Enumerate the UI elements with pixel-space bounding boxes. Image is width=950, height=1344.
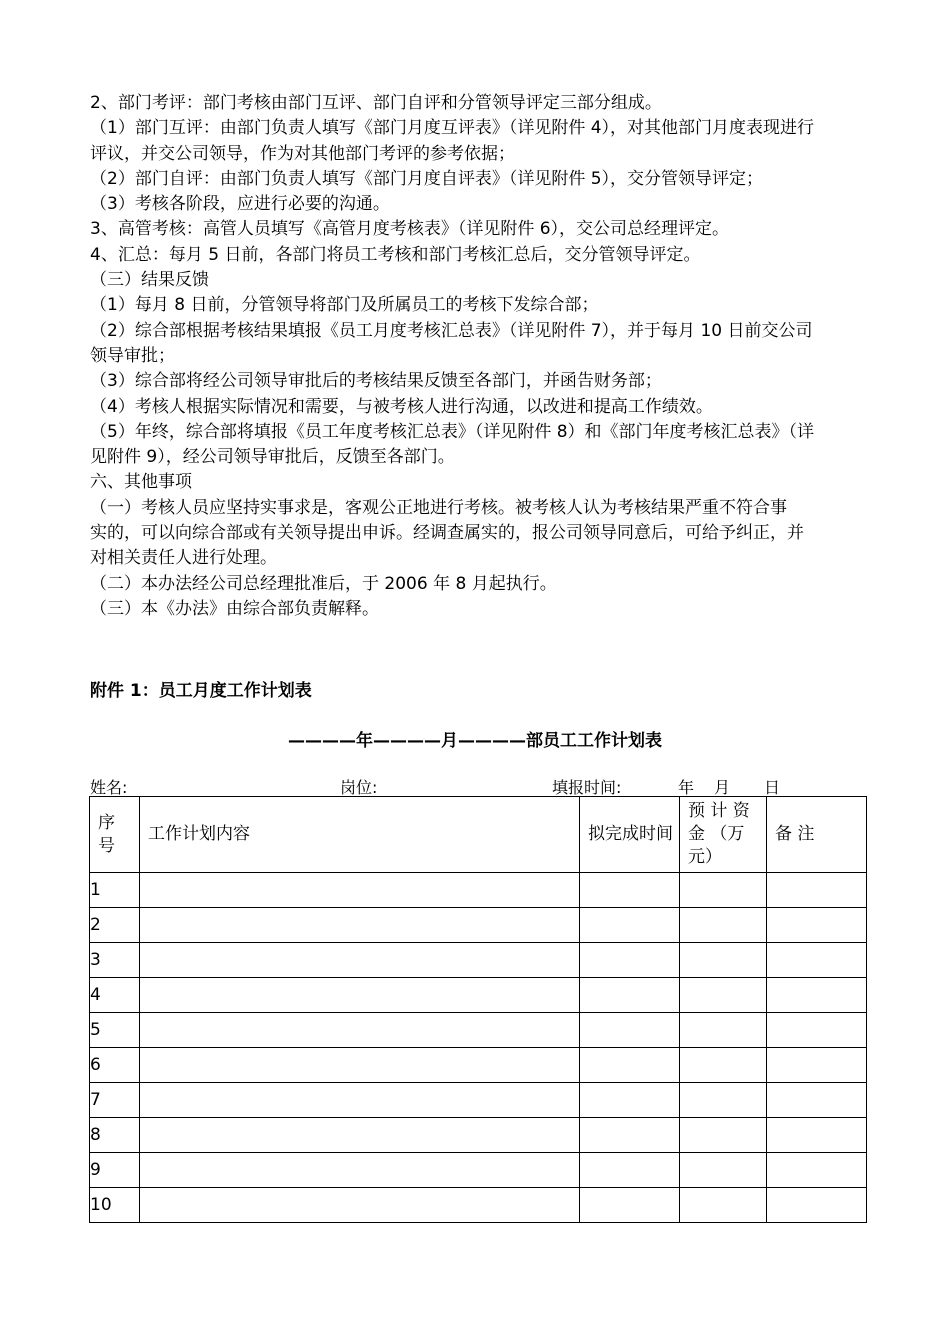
table-row (90, 1083, 867, 1118)
remark-cell[interactable] (767, 1048, 867, 1083)
content-cell[interactable] (140, 1118, 580, 1153)
content-cell[interactable] (140, 1188, 580, 1223)
row-number: 8 (90, 1118, 140, 1153)
body-line: （3）考核各阶段，应进行必要的沟通。 (90, 194, 390, 215)
table-row (90, 1188, 867, 1223)
year-label: 年 (678, 778, 695, 797)
table-row (90, 1118, 867, 1153)
month-label: 月 (714, 778, 731, 797)
table-row (90, 1048, 867, 1083)
date-label: 填报时间: (552, 778, 622, 797)
position-label: 岗位: (340, 778, 378, 797)
body-line: 领导审批； (90, 345, 175, 366)
header-seq (90, 797, 140, 873)
name-label: 姓名: (90, 778, 128, 797)
funds-cell[interactable] (680, 873, 767, 908)
content-cell[interactable] (140, 1048, 580, 1083)
body-line: 六、其他事项 (90, 472, 192, 493)
header-content-label: 工作计划内容 (148, 824, 250, 844)
funds-cell[interactable] (680, 943, 767, 978)
form-title: ————年————月————部员工工作计划表 (288, 731, 662, 751)
funds-cell[interactable] (680, 1083, 767, 1118)
remark-cell[interactable] (767, 1153, 867, 1188)
funds-cell[interactable] (680, 978, 767, 1013)
funds-cell[interactable] (680, 1118, 767, 1153)
row-number: 10 (90, 1188, 140, 1223)
time-cell[interactable] (580, 1188, 680, 1223)
work-plan-table (89, 796, 867, 1223)
body-text (90, 91, 865, 622)
table-row (90, 943, 867, 978)
content-cell[interactable] (140, 873, 580, 908)
content-cell[interactable] (140, 908, 580, 943)
day-label: 日 (764, 778, 781, 797)
time-cell[interactable] (580, 908, 680, 943)
body-line: 实的，可以向综合部或有关领导提出申诉。经调查属实的，报公司领导同意后，可给予纠正，并 (90, 523, 804, 544)
remark-cell[interactable] (767, 1118, 867, 1153)
header-remark-label: 备 注 (775, 824, 815, 844)
time-cell[interactable] (580, 1048, 680, 1083)
remark-cell[interactable] (767, 908, 867, 943)
row-number: 2 (90, 908, 140, 943)
funds-cell[interactable] (680, 1153, 767, 1188)
time-cell[interactable] (580, 943, 680, 978)
body-line: （一）考核人员应坚持实事求是，客观公正地进行考核。被考核人认为考核结果严重不符合事 (90, 497, 787, 518)
body-line: 2、部门考评：部门考核由部门互评、部门自评和分管领导评定三部分组成。 (90, 93, 662, 113)
content-cell[interactable] (140, 943, 580, 978)
row-number: 6 (90, 1048, 140, 1083)
time-cell[interactable] (580, 1013, 680, 1048)
header-funds (680, 797, 767, 873)
remark-cell[interactable] (767, 873, 867, 908)
remark-cell[interactable] (767, 1013, 867, 1048)
body-line: 3、高管考核：高管人员填写《高管月度考核表》（详见附件 6），交公司总经理评定。 (90, 219, 730, 240)
body-line: （1）部门互评：由部门负责人填写《部门月度互评表》（详见附件 4），对其他部门月度表现进行 (90, 118, 815, 139)
attachment-heading: 附件 1：员工月度工作计划表 (90, 681, 312, 701)
time-cell[interactable] (580, 873, 680, 908)
body-line: （三）结果反馈 (90, 270, 209, 291)
funds-cell[interactable] (680, 1188, 767, 1223)
row-number: 5 (90, 1013, 140, 1048)
remark-cell[interactable] (767, 978, 867, 1013)
header-time-label: 拟完成时间 (588, 824, 673, 844)
body-line: 4、汇总：每月 5 日前，各部门将员工考核和部门考核汇总后，交分管领导评定。 (90, 244, 701, 265)
row-number: 1 (90, 873, 140, 908)
body-line: 见附件 9），经公司领导审批后，反馈至各部门。 (90, 447, 455, 468)
header-funds-label: 预 计 资金 （万元） (688, 801, 750, 867)
header-content (140, 797, 580, 873)
content-cell[interactable] (140, 978, 580, 1013)
content-cell[interactable] (140, 1153, 580, 1188)
remark-cell[interactable] (767, 1188, 867, 1223)
row-number: 7 (90, 1083, 140, 1118)
body-line: （3）综合部将经公司领导审批后的考核结果反馈至各部门，并函告财务部； (90, 371, 662, 392)
content-cell[interactable] (140, 1083, 580, 1118)
row-number: 4 (90, 978, 140, 1013)
table-row (90, 1153, 867, 1188)
row-number: 3 (90, 943, 140, 978)
time-cell[interactable] (580, 1153, 680, 1188)
row-number: 9 (90, 1153, 140, 1188)
funds-cell[interactable] (680, 908, 767, 943)
body-line: （2）部门自评：由部门负责人填写《部门月度自评表》（详见附件 5），交分管领导评定； (90, 168, 764, 189)
body-line: （二）本办法经公司总经理批准后，于 2006 年 8 月起执行。 (90, 573, 557, 594)
body-line: （4）考核人根据实际情况和需要，与被考核人进行沟通，以改进和提高工作绩效。 (90, 396, 713, 417)
time-cell[interactable] (580, 1083, 680, 1118)
remark-cell[interactable] (767, 943, 867, 978)
funds-cell[interactable] (680, 1048, 767, 1083)
table-row (90, 978, 867, 1013)
body-line: 评议，并交公司领导，作为对其他部门考评的参考依据； (90, 143, 515, 164)
time-cell[interactable] (580, 978, 680, 1013)
table-row (90, 1013, 867, 1048)
header-seq-label: 序号 (98, 812, 115, 856)
body-line: （2）综合部根据考核结果填报《员工月度考核汇总表》（详见附件 7），并于每月 10 日前交公司 (90, 320, 813, 341)
header-time (580, 797, 680, 873)
body-line: （三）本《办法》由综合部负责解释。 (90, 598, 379, 619)
form-info-row (90, 775, 866, 797)
body-line: （5）年终，综合部将填报《员工年度考核汇总表》（详见附件 8）和《部门年度考核汇总表》（详 (90, 421, 815, 442)
remark-cell[interactable] (767, 1083, 867, 1118)
body-line: 对相关责任人进行处理。 (90, 548, 277, 569)
funds-cell[interactable] (680, 1013, 767, 1048)
table-header-row (90, 797, 867, 873)
table-row (90, 873, 867, 908)
header-remark (767, 797, 867, 873)
table-row (90, 908, 867, 943)
body-line: （1）每月 8 日前，分管领导将部门及所属员工的考核下发综合部； (90, 295, 599, 316)
content-cell[interactable] (140, 1013, 580, 1048)
time-cell[interactable] (580, 1118, 680, 1153)
